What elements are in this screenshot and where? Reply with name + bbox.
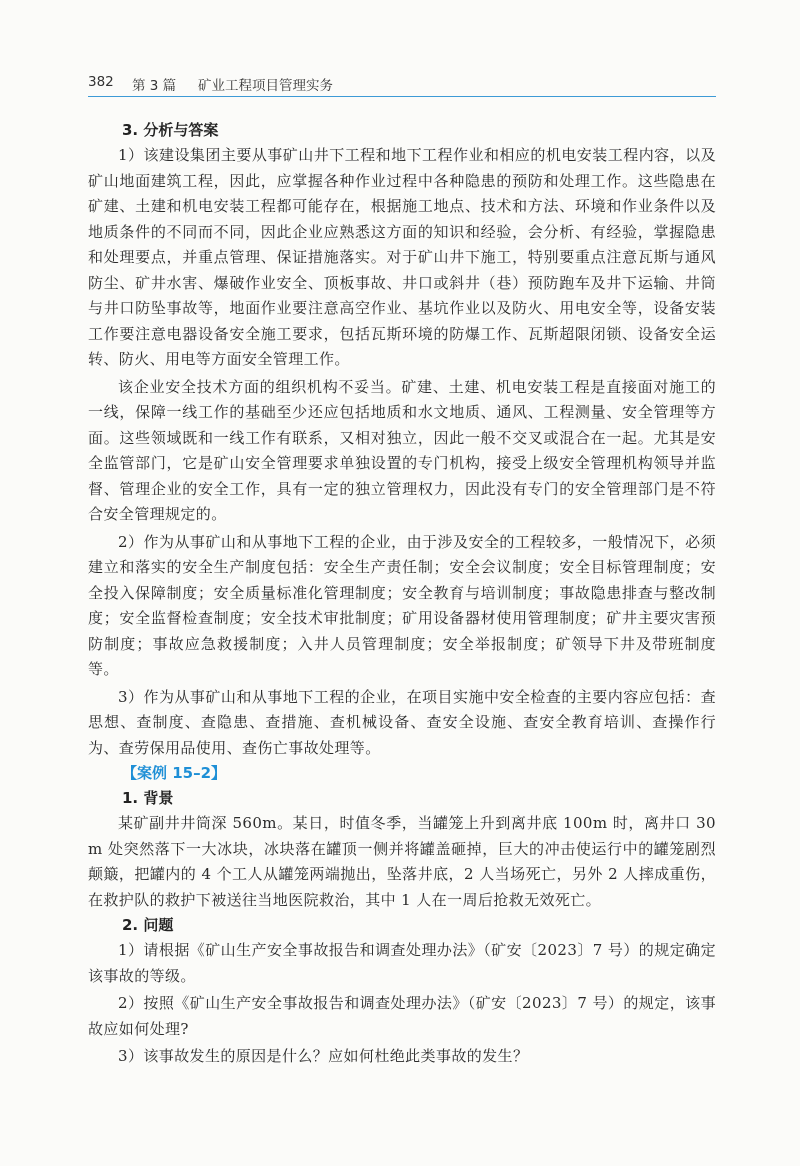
answer-paragraph-1: 1）该建设集团主要从事矿山井下工程和地下工程作业和相应的机电安装工程内容，以及矿山地面建筑工程，因此，应掌握各种作业过程中各种隐患的预防和处理工作。这些隐患在矿建、土建和机电安装工程都可能存在，根据施工地点、技术和方法、环境和作业条件以及地质条件的不同而不同，因此企业应熟悉这方面的知识和经验，会分析、有经验，掌握隐患和处理要点，并重点管理、保证措施落实。对于矿山井下施工，特别要重点注意瓦斯与通风防尘、矿井水害、爆破作业安全、顶板事故、井口或斜井（巷）预防跑车及井下运输、井筒与井口防坠事故等，地面作业要注意高空作业、基坑作业以及防火、用电安全等，设备安装工作要注意电器设备安全施工要求，包括瓦斯环境的防爆工作、瓦斯超限闭锁、设备安全运转、防火、用电等方面安全管理工作。: [88, 146, 716, 368]
page-header: [88, 74, 718, 96]
question-2: 2）按照《矿山生产安全事故报告和调查处理办法》（矿安〔2023〕7 号）的规定，该事故应如何处理?: [88, 994, 716, 1038]
question-1: 1）请根据《矿山生产安全事故报告和调查处理办法》（矿安〔2023〕7 号）的规定确定该事故的等级。: [88, 941, 716, 985]
answer-paragraph-3: 2）作为从事矿山和从事地下工程的企业，由于涉及安全的工程较多，一般情况下，必须建立和落实的安全生产制度包括：安全生产责任制；安全会议制度；安全目标管理制度；安全投入保障制度；安全质量标准化管理制度；安全教育与培训制度；事故隐患排查与整改制度；安全监督检查制度；安全技术审批制度；矿用设备器材使用管理制度；矿井主要灾害预防制度；事故应急救援制度；入井人员管理制度；安全举报制度；矿领导下井及带班制度等。: [88, 532, 716, 678]
running-title: 矿业工程项目管理实务: [198, 78, 333, 94]
case-title: 【案例 15–2】: [122, 764, 227, 782]
page-body: [88, 118, 716, 1070]
answer-paragraph-2: 该企业安全技术方面的组织机构不妥当。矿建、土建、机电安装工程是直接面对施工的一线，保障一线工作的基础至少还应包括地质和水文地质、通风、工程测量、安全管理等方面。这些领域既和一线工作有联系，又相对独立，因此一般不交叉或混合在一起。尤其是安全监管部门，它是矿山安全管理要求单独设置的专门机构，接受上级安全管理机构领导并监督、管理企业的安全工作，具有一定的独立管理权力，因此没有专门的安全管理部门是不符合安全管理规定的。: [88, 377, 716, 523]
answer-paragraph-4: 3）作为从事矿山和从事地下工程的企业，在项目实施中安全检查的主要内容应包括：查思想、查制度、查隐患、查措施、查机械设备、查安全设施、查安全教育培训、查操作行为、查劳保用品使用、查伤亡事故处理等。: [88, 687, 716, 757]
part-label: 第 3 篇: [132, 78, 177, 94]
background-paragraph: 某矿副井井筒深 560m。某日，时值冬季，当罐笼上升到离井底 100m 时，离井口 30m 处突然落下一大冰块，冰块落在罐顶一侧并将罐盖砸掉，巨大的冲击使运行中的罐笼剧烈颠簸，把罐内的 4 个工人从罐笼两端抛出，坠落井底，2 人当场死亡，另外 2 人摔成重伤，在救护队的救护下被送往当地医院救治，其中 1 人在一周后抢救无效死亡。: [88, 814, 716, 909]
question-3: 3）该事故发生的原因是什么？应如何杜绝此类事故的发生？: [118, 1047, 529, 1065]
question-heading: 2. 问题: [122, 916, 174, 934]
background-heading: 1. 背景: [122, 789, 174, 807]
page-number: 382: [88, 74, 114, 90]
header-rule: [88, 96, 716, 97]
section-heading-analysis: 3. 分析与答案: [122, 121, 219, 139]
